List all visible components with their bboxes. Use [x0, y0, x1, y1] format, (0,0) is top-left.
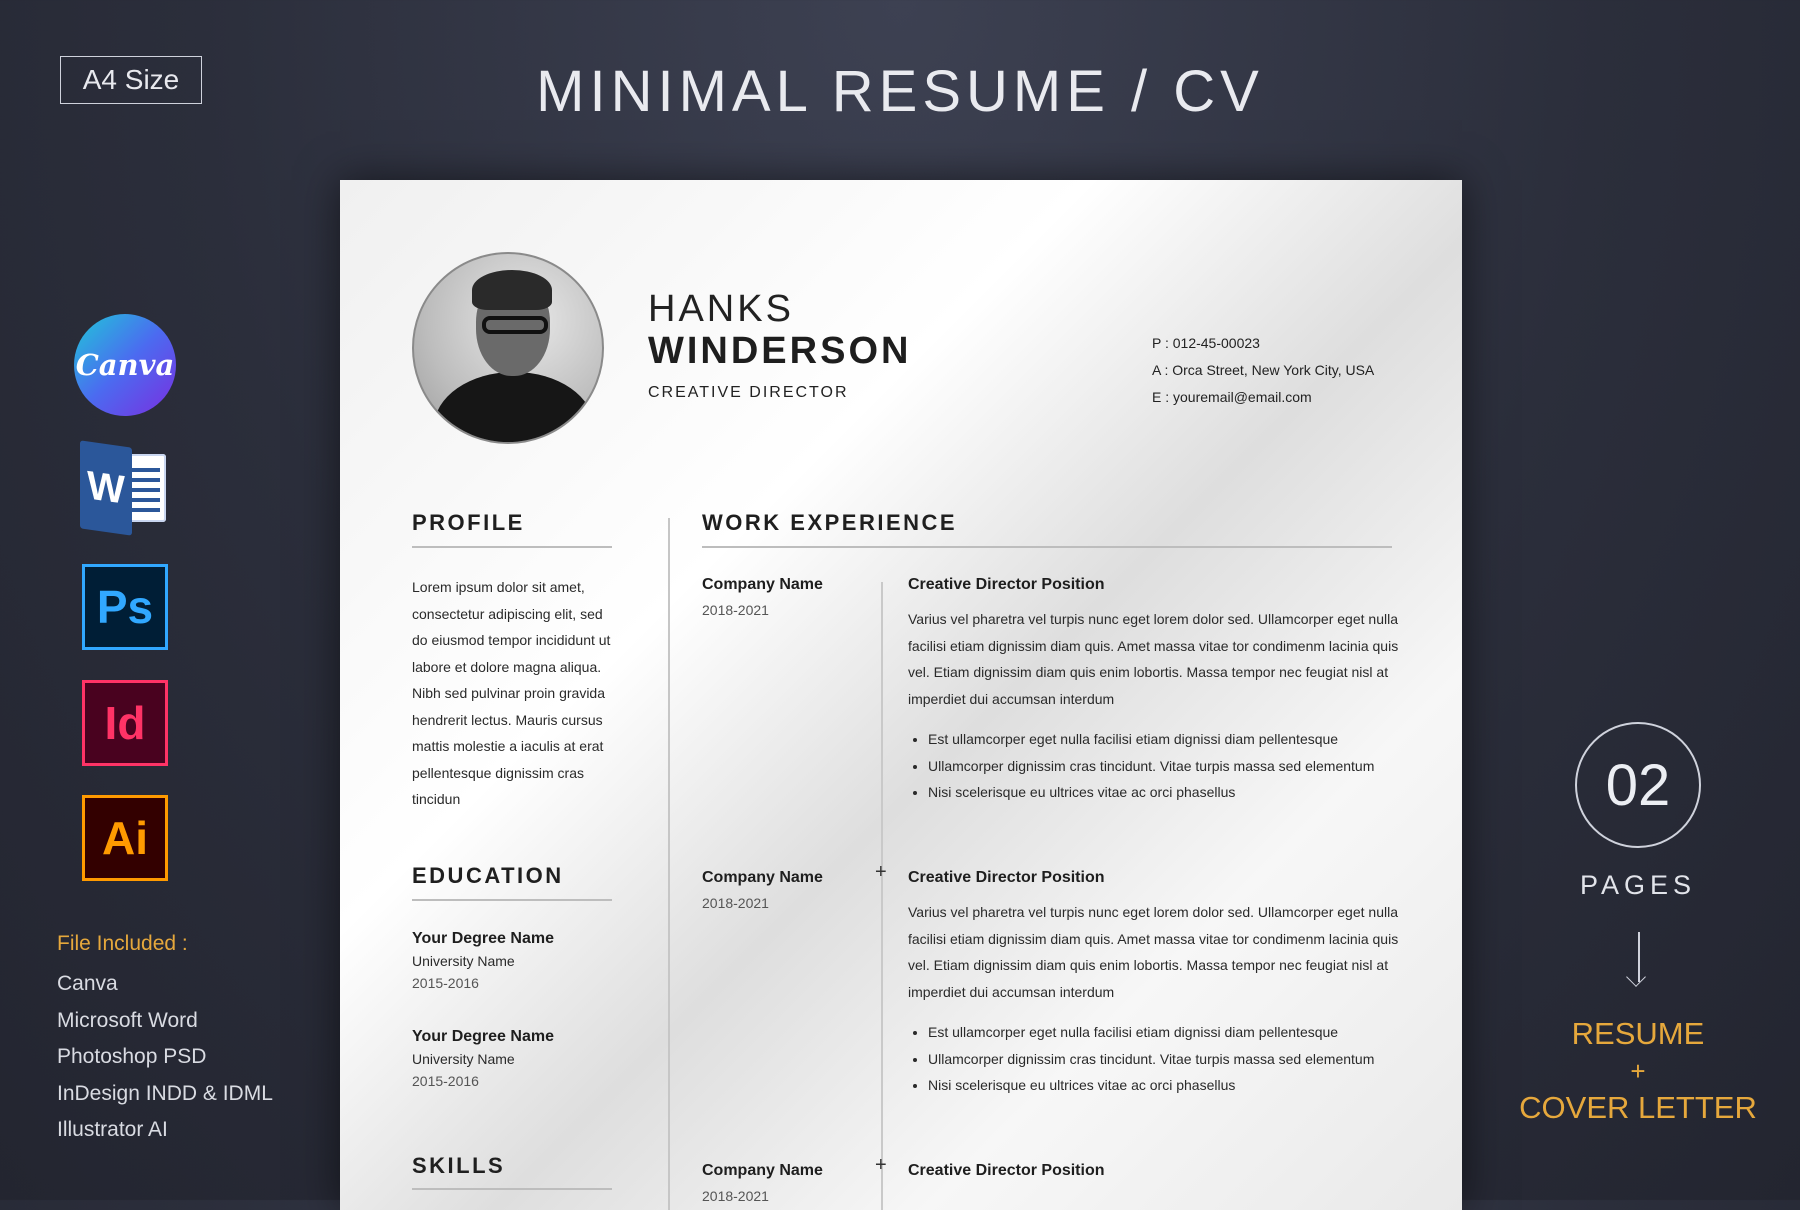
- job-position: Creative Director Position: [908, 576, 1105, 593]
- university-name: University Name: [412, 953, 515, 969]
- avatar-body: [434, 372, 594, 444]
- job-title: CREATIVE DIRECTOR: [648, 384, 849, 401]
- profile-text: Lorem ipsum dolor sit amet, consectetur adipiscing elit, sed do eiusmod tempor incididunt ut labore et dolore magna aliqua. Nibh sed pulvinar proin gravida hendrerit lectus. Mauris cursus mattis molestie a iaculis at erat pellentesque dignissim cras tincidun: [412, 579, 611, 807]
- canva-icon: Canva: [74, 314, 176, 416]
- university-name: University Name: [412, 1051, 515, 1067]
- file-item: InDesign INDD & IDML: [57, 1081, 273, 1105]
- promo-plus: +: [1630, 1056, 1646, 1086]
- company-name: Company Name: [702, 1162, 823, 1179]
- column-divider: [668, 518, 670, 1210]
- contact-email: E : youremail@email.com: [1152, 389, 1312, 405]
- education-rule: [412, 899, 612, 901]
- job-years: 2018-2021: [702, 895, 769, 911]
- resume-page: [340, 180, 1462, 1210]
- job-position: Creative Director Position: [908, 869, 1105, 886]
- avatar-hair: [472, 270, 552, 310]
- timeline-plus-icon: +: [875, 861, 887, 883]
- job-description: Varius vel pharetra vel turpis nunc eget lorem dolor sed. Ullamcorper eget nulla facilisi etiam dignissim diam quis. Amet massa vitae tor condimenm lacinia quis vel. Etiam dignissim diam quis enim lobortis. Massa tempor nec feugiat nisl at imperdiet dui accumsan interdum: [908, 904, 1399, 1000]
- job-position: Creative Director Position: [908, 1162, 1105, 1179]
- company-name: Company Name: [702, 869, 823, 886]
- job-description: Varius vel pharetra vel turpis nunc eget lorem dolor sed. Ullamcorper eget nulla facilisi etiam dignissim diam quis. Amet massa vitae tor condimenm lacinia quis vel. Etiam dignissim diam quis enim lobortis. Massa tempor nec feugiat nisl at imperdiet dui accumsan interdum: [908, 611, 1399, 707]
- education-heading: EDUCATION: [412, 863, 564, 888]
- profile-heading: PROFILE: [412, 510, 525, 535]
- word-icon-letter: W: [80, 440, 132, 535]
- education-years: 2015-2016: [412, 975, 479, 991]
- contact-phone: P : 012-45-00023: [1152, 335, 1260, 351]
- contact-address: A : Orca Street, New York City, USA: [1152, 362, 1375, 378]
- photoshop-icon: Ps: [82, 564, 168, 650]
- job-years: 2018-2021: [702, 1188, 769, 1204]
- word-icon: [78, 440, 172, 532]
- pages-label: PAGES: [1579, 870, 1697, 900]
- degree-name: Your Degree Name: [412, 930, 554, 947]
- job-bullets: [908, 1019, 1438, 1099]
- files-included-list: [57, 972, 273, 1155]
- skills-heading: SKILLS: [412, 1153, 506, 1178]
- job-bullet: • Nisi scelerisque eu ultrices vitae ac orci phasellus: [928, 779, 1438, 806]
- file-item: Photoshop PSD: [57, 1045, 207, 1068]
- degree-name: Your Degree Name: [412, 1028, 554, 1045]
- job-bullet: • Ullamcorper dignissim cras tincidunt. Vitae turpis massa sed elementum: [928, 1046, 1438, 1073]
- pages-count: 02: [1575, 722, 1701, 848]
- illustrator-icon: Ai: [82, 795, 168, 881]
- company-name: Company Name: [702, 576, 823, 593]
- work-rule: [702, 546, 1392, 548]
- file-item: Microsoft Word: [57, 1008, 198, 1032]
- file-item: Canva: [57, 972, 118, 995]
- job-bullet: • Est ullamcorper eget nulla facilisi etiam dignissi diam pellentesque: [928, 1019, 1438, 1046]
- indesign-icon: Id: [82, 680, 168, 766]
- avatar-glasses: [482, 316, 548, 334]
- arrow-head-icon: [1626, 967, 1646, 987]
- promo-resume: RESUME: [1571, 1016, 1705, 1051]
- job-bullet: • Est ullamcorper eget nulla facilisi etiam dignissi diam pellentesque: [928, 726, 1438, 753]
- page-title: MINIMAL RESUME / CV: [536, 59, 1264, 124]
- job-bullets: [908, 726, 1438, 806]
- first-name: HANKS: [648, 288, 794, 330]
- education-years: 2015-2016: [412, 1073, 479, 1089]
- last-name: WINDERSON: [648, 330, 912, 372]
- timeline-line: [881, 582, 883, 1210]
- size-badge: A4 Size: [60, 56, 202, 104]
- education-item: [412, 930, 554, 991]
- education-item: [412, 1028, 554, 1089]
- avatar: [412, 252, 604, 444]
- contact-block: [1152, 330, 1374, 411]
- files-included-title: File Included :: [57, 932, 188, 955]
- skills-rule: [412, 1188, 612, 1190]
- job-years: 2018-2021: [702, 602, 769, 618]
- promo-cover-letter: COVER LETTER: [1519, 1090, 1757, 1125]
- work-experience-heading: WORK EXPERIENCE: [702, 510, 958, 535]
- file-item: Illustrator AI: [57, 1118, 168, 1141]
- job-bullet: • Nisi scelerisque eu ultrices vitae ac orci phasellus: [928, 1072, 1438, 1099]
- job-bullet: • Ullamcorper dignissim cras tincidunt. Vitae turpis massa sed elementum: [928, 753, 1438, 780]
- profile-rule: [412, 546, 612, 548]
- timeline-plus-icon: +: [875, 1154, 887, 1176]
